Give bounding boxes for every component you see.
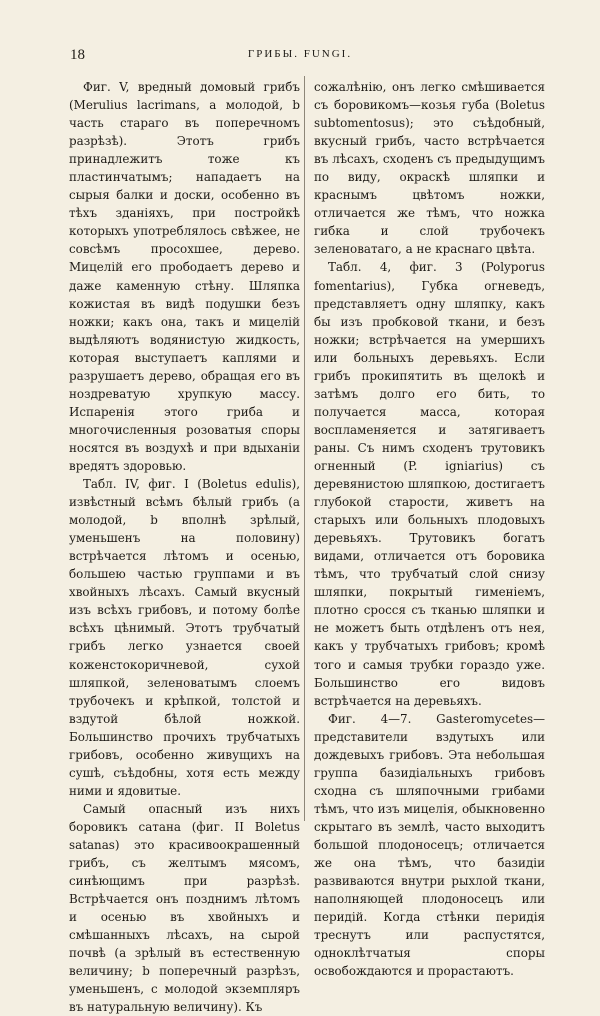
paragraph-merulius: Фиг. V, вредный домовый грибъ (Merulius lacrimans, a молодой, b часть стараго въ поперечномъ разрѣзѣ). Этотъ грибъ принадлежитъ тоже къ пластинчатымъ; нападаетъ на сырыя балки и доски, особенно въ тѣхъ зданіяхъ, при постройкѣ которыхъ употреблялось свѣжее, не совсѣмъ просохшее, дерево. Мицелій его прободаетъ дерево и даже каменную стѣну. Шляпка кожистая въ видѣ подушки безъ ножки; какъ она, такъ и мицелій выдѣляютъ водянистую жидкость, которая выступаетъ каплями и разрушаетъ дерево, обращая его въ ноздреватую хрупкую массу. Испаренія этого гриба и многочисленныя розоватыя споры носятся въ воздухѣ и при вдыханіи вредятъ здоровью. <box>69 80 300 473</box>
paragraph-gasteromycetes: Фиг. 4—7. Gasteromycetes—представители вздутыхъ или дождевыхъ грибовъ. Эта небольшая группа базидіальныхъ грибовъ сходна съ шляпочными грибами тѣмъ, что изъ мицелія, обыкновенно скрытаго въ землѣ, часто выходитъ большой плодоносецъ; отличается же она тѣмъ, что базидіи развиваются внутри рыхлой ткани, наполняющей плодоносецъ или перидій. Когда стѣнки перидія треснутъ или распустятся, одноклѣтчатыя споры освобождаются и прорастаютъ. <box>314 711 545 979</box>
paragraph-boletus-edulis: Табл. IV, фиг. I (Boletus edulis), извѣстный всѣмъ бѣлый грибъ (a молодой, b вполнѣ зрѣлый, уменьшенъ на половину) встрѣчается лѣтомъ и осенью, большею частью группами и въ хвойныхъ лѣсахъ. Самый вкусный изъ всѣхъ грибовъ, и потому болѣе всѣхъ цѣнимый. Этотъ трубчатый грибъ легко узнается своей коженстокоричневой, сухой шляпкой, зеленоватымъ слоемъ трубочекъ и крѣпкой, толстой и вздутой бѣлой ножкой. Большинство прочихъ трубчатыхъ грибовъ, особенно живущихъ на сушѣ, съѣдобны, хотя есть между ними и ядовитые. <box>69 477 300 798</box>
paragraph-boletus-subtomentosus: сожалѣнію, онъ легко смѣшивается съ боровикомъ—козья губа (Boletus subtomentosus); это съѣдобный, вкусный грибъ, часто встрѣчается въ лѣсахъ, сходенъ съ предыдущимъ по виду, окраскѣ шляпки и краснымъ цвѣтомъ ножки, отличается же тѣмъ, что ножка гибка и слой трубочекъ зеленоватаго, а не краснаго цвѣта. <box>314 80 545 257</box>
paragraph-boletus-satanas: Самый опасный изъ нихъ боровикъ сатана (фиг. II Boletus satanas) это красивоокрашенный грибъ, съ желтымъ мясомъ, синѣющимъ при разрѣзѣ. Встрѣчается онъ позднимъ лѣтомъ и осенью въ хвойныхъ и смѣшанныхъ лѣсахъ, на сырой почвѣ (a зрѣлый въ естественную величину; b поперечный разрѣзъ, уменьшенъ, с молодой экземпляръ въ натуральную величину). Къ <box>69 801 300 1015</box>
left-column <box>69 78 300 1016</box>
running-head: ГРИБЫ. FUNGI. <box>247 48 353 60</box>
column-divider <box>304 76 305 821</box>
right-column <box>314 78 545 980</box>
paragraph-polyporus: Табл. 4, фиг. 3 (Polyporus fomentarius), Губка огневедъ, представляетъ одну шляпку, какъ бы изъ пробковой ткани, и безъ ножки; встрѣчается на умершихъ или больныхъ деревьяхъ. Если грибъ прокипятить въ щелокѣ и затѣмъ долго его бить, то получается масса, которая воспламеняется и затягиваетъ раны. Съ нимъ сходенъ трутовикъ огненный (P. igniarius) съ деревянистою шляпкою, достигаетъ глубокой старости, живетъ на старыхъ или больныхъ плодовыхъ деревьяхъ. Трутовикъ богатъ видами, отличается отъ боровика тѣмъ, что трубчатый слой снизу шляпки, покрытый гименіемъ, плотно сросся съ тканью шляпки и не можетъ быть отдѣленъ отъ нея, какъ у трубчатыхъ грибовъ; кромѣ того и самыя трубки гораздо уже. Большинство его видовъ встрѣчается на деревьяхъ. <box>314 260 545 708</box>
page-number: 18 <box>70 47 85 63</box>
